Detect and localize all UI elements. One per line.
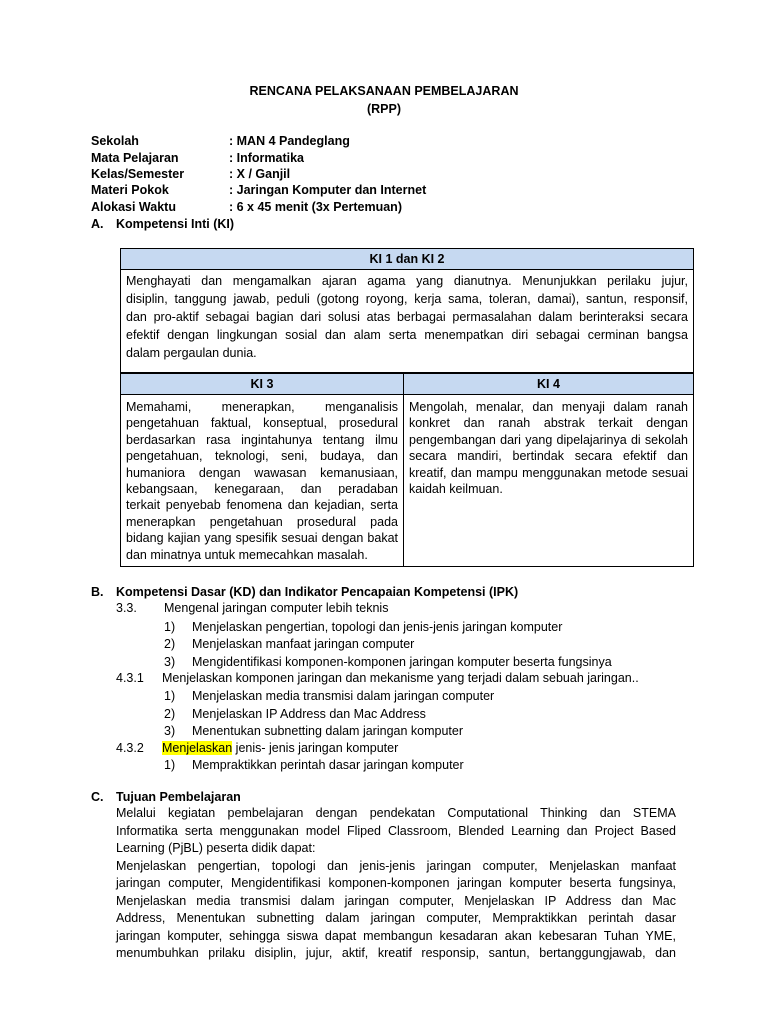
ki12-line: efektif dengan lingkungan sosial dan alam serta menempatkan diri sebagai cerminan bangsa [126,328,688,342]
section-c-heading: Tujuan Pembelajaran [116,790,241,804]
ki3-line: Memahami, menerapkan, menganalisis [126,400,398,414]
ki12-line: disiplin, tanggung jawab, peduli (gotong royong, kerja sama, toleran, damai), santun, responsif, [126,292,688,306]
doc-title: RENCANA PELAKSANAAN PEMBELAJARAN [249,84,519,98]
ki34-table [120,373,694,567]
ipk-number: 2) [164,707,176,721]
ki3-header: KI 3 [121,374,404,395]
kd-text-rest: jenis- jenis jaringan komputer [232,741,399,755]
ki3-line: bidang kajian yang spesifik sesuai dengan bakat [126,531,398,546]
info-label: Sekolah [91,134,139,148]
ipk-text: Mempraktikkan perintah dasar jaringan komputer [192,758,464,772]
ipk-number: 1) [164,689,176,703]
ipk-text: Menentukan subnetting dalam jaringan komputer [192,724,464,738]
kd-number: 3.3. [116,601,137,615]
paragraph-line: jaringan computer, Mengidentifikasi komponen-komponen jaringan komputer beserta fungsinya, [116,876,676,890]
ki4-line: kaidah keilmuan. [409,482,503,497]
ki4-line: Mengolah, menalar, dan menyaji dalam ranah [409,400,688,414]
ipk-number: 2) [164,637,176,651]
paragraph-line: Learning (PjBL) peserta didik dapat: [116,841,316,855]
kd-number: 4.3.1 [116,671,144,685]
info-row-kelas [91,167,290,181]
ki3-line: dan minatnya untuk memecahkan masalah. [126,547,368,562]
ipk-text: Mengidentifikasi komponen-komponen jaringan komputer beserta fungsinya [192,655,612,669]
ki12-line: dalam pergaulan dunia. [126,346,257,360]
kd-text: Menjelaskan komponen jaringan dan mekanisme yang terjadi dalam sebuah jaringan.. [162,671,639,685]
ki3-line: menerapkan pengetahuan prosedural pada [126,514,398,529]
ki3-line: terkait penyebab fenomena dan kejadian, serta [126,498,398,513]
ki4-line: secara mandiri, bertindak secara efektif dan [409,449,688,464]
info-label: Materi Pokok [91,183,169,197]
section-a-heading: Kompetensi Inti (KI) [116,217,235,231]
ki3-line: pengetahuan, teknologi, seni, budaya, dan [126,449,398,464]
info-row-alokasi [91,200,402,214]
ki4-header: KI 4 [404,374,694,395]
section-b-heading: Kompetensi Dasar (KD) dan Indikator Pencapaian Kompetensi (IPK) [116,585,519,599]
ipk-text: Menjelaskan pengertian, topologi dan jenis-jenis jaringan komputer [192,620,563,634]
paragraph-line: Menjelaskan pengertian, topologi dan jenis-jenis jaringan computer, Menjelaskan manfaat [116,858,676,873]
ipk-text: Menjelaskan IP Address dan Mac Address [192,707,426,721]
tujuan-paragraph [116,805,676,963]
kd-text [162,741,398,755]
ki12-body [121,270,694,373]
kd-text: Mengenal jaringan computer lebih teknis [164,601,389,615]
ipk-number: 1) [164,620,176,634]
info-value: : 6 x 45 menit (3x Pertemuan) [229,200,402,214]
ki4-body [404,395,694,567]
info-value: : Informatika [229,151,305,165]
info-row-mapel [91,151,304,165]
paragraph-line: Menjelaskan media transmisi dalam jaringan computer, Menjelaskan IP Address dan Mac [116,893,676,908]
info-label: Kelas/Semester [91,167,185,181]
ki4-line: konkret dan ranah abstrak terkait dengan [409,416,688,431]
ki3-line: kebangsaan, kenegaraan, dan peradaban [126,482,398,497]
paragraph-line: Informatika serta menggunakan model Fliped Classroom, Blended Learning dan Project Based [116,823,676,838]
paragraph-line: jaringan komputer, sehingga siswa dapat membangun kesadaran akan kebesaran Tuhan YME, [116,928,676,943]
info-value: : X / Ganjil [229,167,291,181]
section-c-marker: C. [91,790,104,804]
ipk-text: Menjelaskan manfaat jaringan computer [192,637,415,651]
info-row-materi [91,183,426,197]
ki3-line: pengetahuan faktual, konseptual, prosedural [126,416,398,431]
ki12-header: KI 1 dan KI 2 [121,249,694,270]
ki3-line: berdasarkan rasa ingintahunya tentang ilmu [126,432,398,447]
info-value: : MAN 4 Pandeglang [229,134,350,148]
ipk-number: 3) [164,724,176,738]
paragraph-line: Address, Menentukan subnetting dalam jaringan computer, Mempraktikkan perintah dasar [116,911,676,925]
ki12-line: dan pro-aktif sebagai bagian dari solusi atas berbagai permasalahan dalam berinteraksi secara [126,310,688,324]
info-row-sekolah [91,134,350,148]
section-a-marker: A. [91,217,104,231]
ki4-line: kreatif, dan mampu menggunakan metode sesuai [409,465,688,480]
info-label: Mata Pelajaran [91,151,179,165]
ki4-line: pengembangan dari yang dipelajarinya di sekolah [409,432,688,447]
ki12-line: Menghayati dan mengamalkan ajaran agama yang dianutnya. Menunjukkan perilaku jujur, [126,274,688,288]
ipk-number: 1) [164,758,176,772]
highlighted-text: Menjelaskan [162,741,233,755]
section-b-marker: B. [91,585,104,599]
paragraph-line: menumbuhkan prilaku disiplin, jujur, aktif, kreatif responsip, santun, bertanggungjawab, dan [116,946,676,960]
kd-number: 4.3.2 [116,741,144,755]
info-value: : Jaringan Komputer dan Internet [229,183,427,197]
paragraph-line: Melalui kegiatan pembelajaran dengan pendekatan Computational Thinking dan STEMA [116,806,676,820]
ki12-table [120,248,694,373]
ki3-line: humaniora dengan wawasan kemanusiaan, [126,465,398,480]
ipk-number: 3) [164,655,176,669]
ipk-text: Menjelaskan media transmisi dalam jaringan computer [192,689,495,703]
ki3-body [121,395,404,567]
doc-subtitle: (RPP) [366,102,402,116]
info-label: Alokasi Waktu [91,200,176,214]
